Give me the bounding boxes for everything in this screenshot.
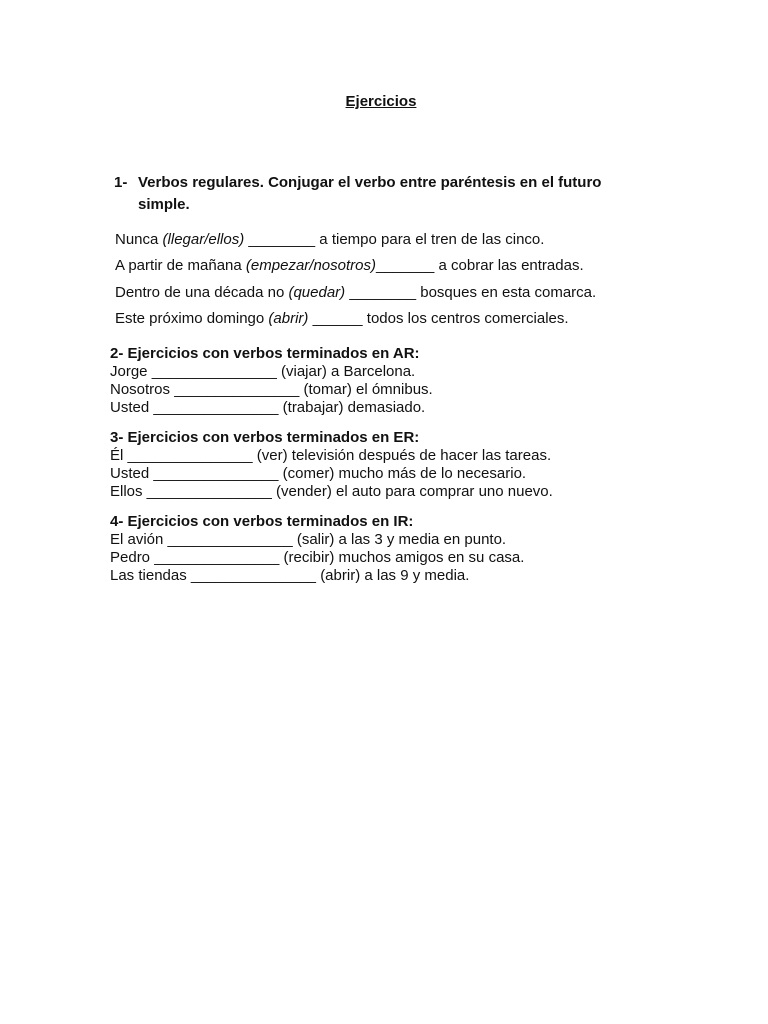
exercise-verb: (llegar/ellos) xyxy=(162,231,245,248)
exercise-text: Nunca xyxy=(115,231,163,248)
section-1-heading xyxy=(114,172,634,216)
exercise-row: Nosotros _______________ (tomar) el ómnibus. xyxy=(110,381,433,398)
exercise-line xyxy=(115,231,544,248)
section-2-heading: 2- Ejercicios con verbos terminados en AR: xyxy=(110,345,420,362)
section-1-number: 1- xyxy=(114,174,128,191)
exercise-row: Jorge _______________ (viajar) a Barcelona. xyxy=(110,363,416,380)
exercise-row: Las tiendas _______________ (abrir) a las 9 y media. xyxy=(110,567,470,584)
page-title: Ejercicios xyxy=(345,93,417,110)
section-1-heading-text: Verbos regulares. Conjugar el verbo entre paréntesis en el futuro simple. xyxy=(138,174,602,213)
section-4-heading: 4- Ejercicios con verbos terminados en IR: xyxy=(110,513,414,530)
exercise-text: ______ todos los centros comerciales. xyxy=(308,310,569,327)
exercise-line xyxy=(115,257,584,274)
exercise-verb: (quedar) xyxy=(288,284,346,301)
exercise-text: A partir de mañana xyxy=(115,257,246,274)
exercise-row: Pedro _______________ (recibir) muchos amigos en su casa. xyxy=(110,549,525,566)
section-3-heading: 3- Ejercicios con verbos terminados en ER: xyxy=(110,429,420,446)
exercise-line xyxy=(115,310,569,327)
section-4 xyxy=(110,513,670,585)
exercise-text: Dentro de una década no xyxy=(115,284,289,301)
exercise-row: Usted _______________ (trabajar) demasiado. xyxy=(110,399,426,416)
exercise-verb: (empezar/nosotros) xyxy=(245,257,376,274)
exercise-line xyxy=(115,284,596,301)
exercise-text: _______ a cobrar las entradas. xyxy=(375,257,584,274)
exercise-text: Este próximo domingo xyxy=(115,310,269,327)
section-3 xyxy=(110,429,670,501)
exercise-text: ________ a tiempo para el tren de las cinco. xyxy=(244,231,545,248)
exercise-row: Ellos _______________ (vender) el auto para comprar uno nuevo. xyxy=(110,483,553,500)
exercise-row: Él _______________ (ver) televisión después de hacer las tareas. xyxy=(110,447,552,464)
exercise-text: ________ bosques en esta comarca. xyxy=(345,284,597,301)
exercise-row: Usted _______________ (comer) mucho más de lo necesario. xyxy=(110,465,527,482)
exercise-verb: (abrir) xyxy=(268,310,309,327)
exercise-row: El avión _______________ (salir) a las 3 y media en punto. xyxy=(110,531,507,548)
section-2 xyxy=(110,345,670,417)
